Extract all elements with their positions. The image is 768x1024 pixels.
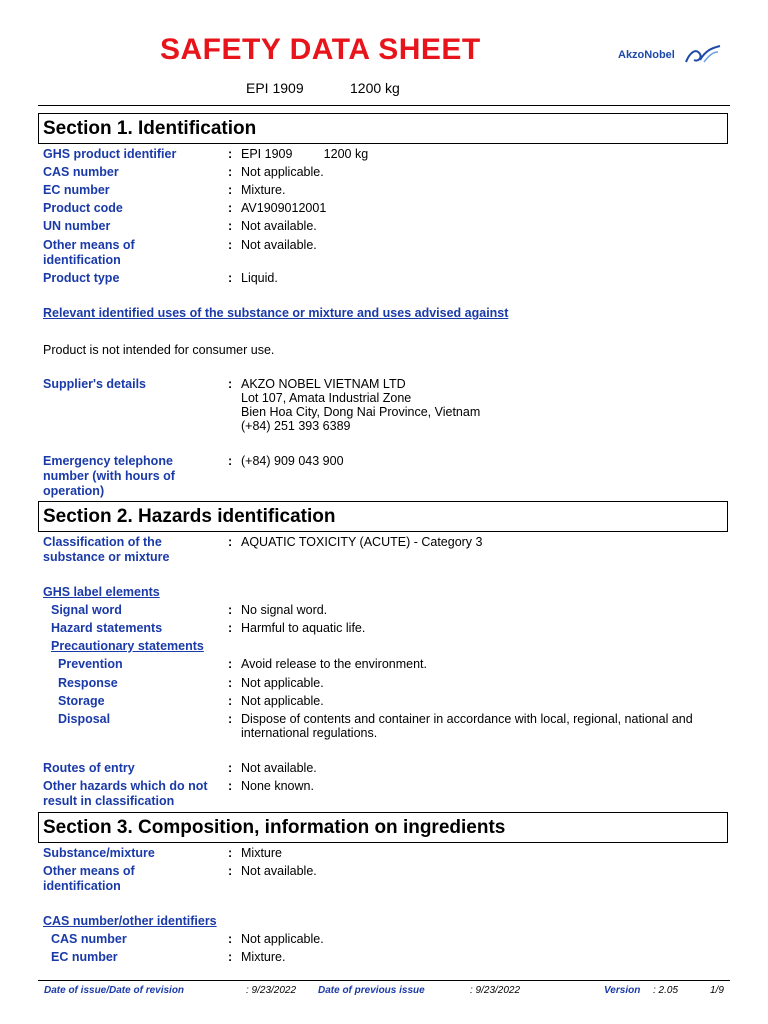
pack-size: 1200 kg <box>350 80 400 96</box>
supplier-details-label: Supplier's details <box>43 377 147 391</box>
issue-date-value: : 9/23/2022 <box>246 985 297 996</box>
classification-value: AQUATIC TOXICITY (ACUTE) - Category 3 <box>241 535 483 549</box>
emergency-telephone-value: (+84) 909 043 900 <box>241 454 344 468</box>
product-code-value: AV1909012001 <box>241 201 327 215</box>
hazard-statements-value: Harmful to aquatic life. <box>241 621 366 635</box>
signal-word-label: Signal word <box>51 603 122 617</box>
colon: : <box>228 712 233 726</box>
ec-number-value: Mixture. <box>241 183 286 197</box>
colon: : <box>228 147 233 161</box>
other-hazards-label: Other hazards which do not result in classification <box>43 779 208 808</box>
colon: : <box>228 657 233 671</box>
cas-identifiers-heading: CAS number/other identifiers <box>43 914 217 928</box>
response-value: Not applicable. <box>241 676 324 690</box>
colon: : <box>228 864 233 878</box>
colon: : <box>228 165 233 179</box>
colon: : <box>228 201 233 215</box>
supplier-line-4: (+84) 251 393 6389 <box>241 419 351 433</box>
relevant-uses-heading: Relevant identified uses of the substance or mixture and uses advised against <box>43 306 509 320</box>
precautionary-statements-heading: Precautionary statements <box>51 639 204 653</box>
colon: : <box>228 676 233 690</box>
routes-of-entry-label: Routes of entry <box>43 761 135 775</box>
ghs-label-elements-heading: GHS label elements <box>43 585 160 599</box>
hazard-statements-label: Hazard statements <box>51 621 163 635</box>
signal-word-value: No signal word. <box>241 603 328 617</box>
version-value: : 2.05 <box>653 985 679 996</box>
previous-issue-value: : 9/23/2022 <box>470 985 521 996</box>
un-number-value: Not available. <box>241 219 317 233</box>
version-label: Version <box>604 985 641 996</box>
other-means-label: Other means of identification <box>43 238 135 267</box>
other-means-value: Not available. <box>241 238 317 252</box>
composition-cas-number-label: CAS number <box>51 932 127 946</box>
colon: : <box>228 621 233 635</box>
document-title: SAFETY DATA SHEET <box>160 33 481 66</box>
section-2-heading: Section 2. Hazards identification <box>38 501 728 532</box>
substance-mixture-label: Substance/mixture <box>43 846 155 860</box>
un-number-label: UN number <box>43 219 111 233</box>
ec-number-label: EC number <box>43 183 110 197</box>
colon: : <box>228 377 233 391</box>
colon: : <box>228 603 233 617</box>
product-type-label: Product type <box>43 271 120 285</box>
colon: : <box>228 846 233 860</box>
supplier-line-1: AKZO NOBEL VIETNAM LTD <box>241 377 406 391</box>
composition-ec-number-label: EC number <box>51 950 118 964</box>
section-1-heading: Section 1. Identification <box>38 113 728 144</box>
cas-number-value: Not applicable. <box>241 165 324 179</box>
colon: : <box>228 219 233 233</box>
routes-of-entry-value: Not available. <box>241 761 317 775</box>
disposal-label: Disposal <box>58 712 111 726</box>
response-label: Response <box>58 676 118 690</box>
colon: : <box>228 271 233 285</box>
product-type-value: Liquid. <box>241 271 278 285</box>
issue-date-label: Date of issue/Date of revision <box>44 985 185 996</box>
colon: : <box>228 238 233 252</box>
section-3-heading: Section 3. Composition, information on ingredients <box>38 812 728 843</box>
prevention-value: Avoid release to the environment. <box>241 657 427 671</box>
other-means-identification-value: Not available. <box>241 864 317 878</box>
storage-label: Storage <box>58 694 105 708</box>
ghs-product-identifier-label: GHS product identifier <box>43 147 177 161</box>
page-number: 1/9 <box>710 985 724 996</box>
classification-label: Classification of the substance or mixture <box>43 535 170 564</box>
disposal-value: Dispose of contents and container in accordance with local, regional, national and international regulations. <box>241 712 693 740</box>
colon: : <box>228 454 233 468</box>
product-name: EPI 1909 <box>246 80 304 96</box>
supplier-line-2: Lot 107, Amata Industrial Zone <box>241 391 412 405</box>
colon: : <box>228 779 233 793</box>
composition-ec-number-value: Mixture. <box>241 950 286 964</box>
colon: : <box>228 761 233 775</box>
storage-value: Not applicable. <box>241 694 324 708</box>
prevention-label: Prevention <box>58 657 123 671</box>
product-code-label: Product code <box>43 201 123 215</box>
colon: : <box>228 535 233 549</box>
other-means-identification-label: Other means of identification <box>43 864 135 893</box>
colon: : <box>228 183 233 197</box>
cas-number-label: CAS number <box>43 165 119 179</box>
colon: : <box>228 950 233 964</box>
akzonobel-logo: AkzoNobel <box>618 44 723 68</box>
colon: : <box>228 694 233 708</box>
substance-mixture-value: Mixture <box>241 846 282 860</box>
other-hazards-value: None known. <box>241 779 314 793</box>
ghs-product-identifier-value: EPI 1909 1200 kg <box>241 147 369 161</box>
emergency-telephone-label: Emergency telephone number (with hours of operation) <box>43 454 175 498</box>
colon: : <box>228 932 233 946</box>
composition-cas-number-value: Not applicable. <box>241 932 324 946</box>
supplier-line-3: Bien Hoa City, Dong Nai Province, Vietnam <box>241 405 481 419</box>
header-rule <box>38 105 730 106</box>
previous-issue-label: Date of previous issue <box>318 985 425 996</box>
footer-rule <box>38 980 730 981</box>
relevant-uses-text: Product is not intended for consumer use. <box>43 343 275 357</box>
